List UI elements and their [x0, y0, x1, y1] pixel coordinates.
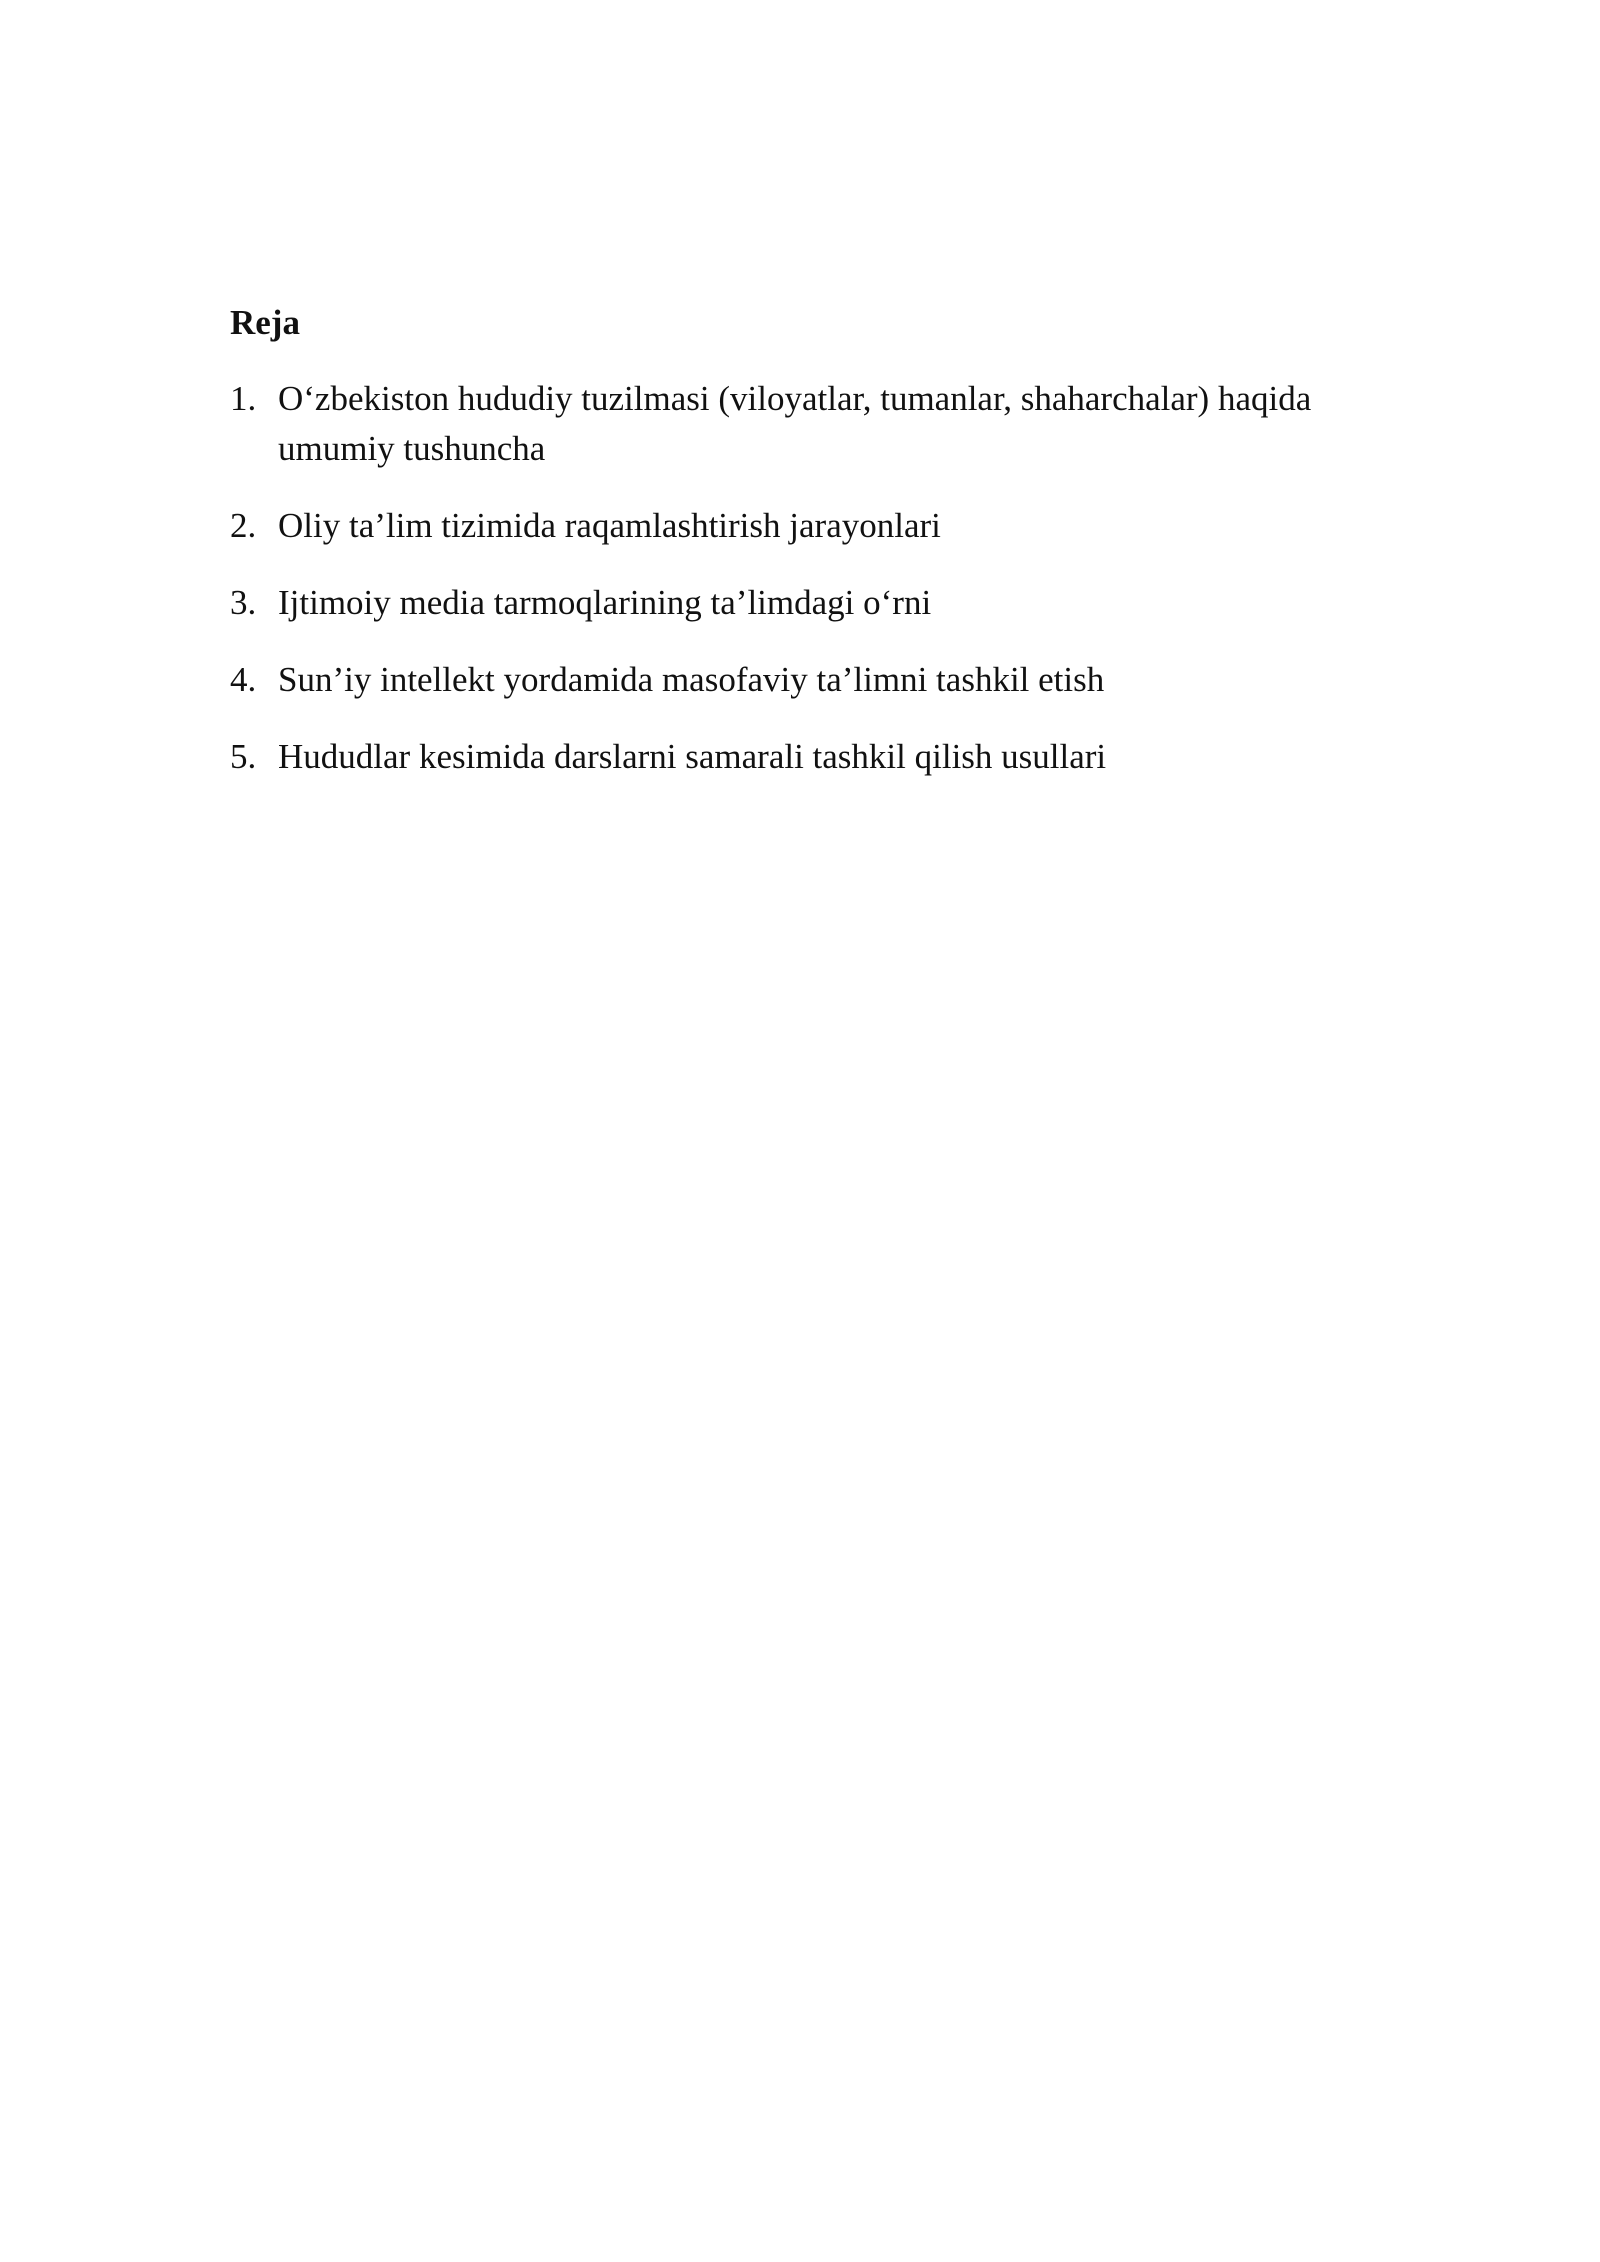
plan-item-text: Oliy ta’lim tizimida raqamlashtirish jarayonlari — [278, 506, 941, 545]
plan-item-text: O‘zbekiston hududiy tuzilmasi (viloyatlar, tumanlar, shaharchalar) haqida umumiy tushuncha — [278, 379, 1312, 468]
plan-list — [230, 374, 1420, 782]
plan-title: Reja — [230, 303, 300, 342]
plan-item-2 — [230, 501, 1420, 551]
plan-item-text: Sun’iy intellekt yordamida masofaviy ta’limni tashkil etish — [278, 660, 1105, 699]
plan-item-number: 4. — [230, 660, 257, 699]
plan-section — [230, 302, 1420, 782]
plan-item-number: 1. — [230, 379, 257, 418]
plan-item-text: Hududlar kesimida darslarni samarali tashkil qilish usullari — [278, 737, 1107, 776]
plan-item-5 — [230, 732, 1420, 782]
plan-item-number: 3. — [230, 583, 257, 622]
plan-item-3 — [230, 578, 1420, 628]
plan-item-number: 2. — [230, 506, 257, 545]
plan-item-number: 5. — [230, 737, 257, 776]
plan-item-1 — [230, 374, 1420, 474]
plan-item-text: Ijtimoiy media tarmoqlarining ta’limdagi o‘rni — [278, 583, 932, 622]
plan-item-4 — [230, 655, 1420, 705]
